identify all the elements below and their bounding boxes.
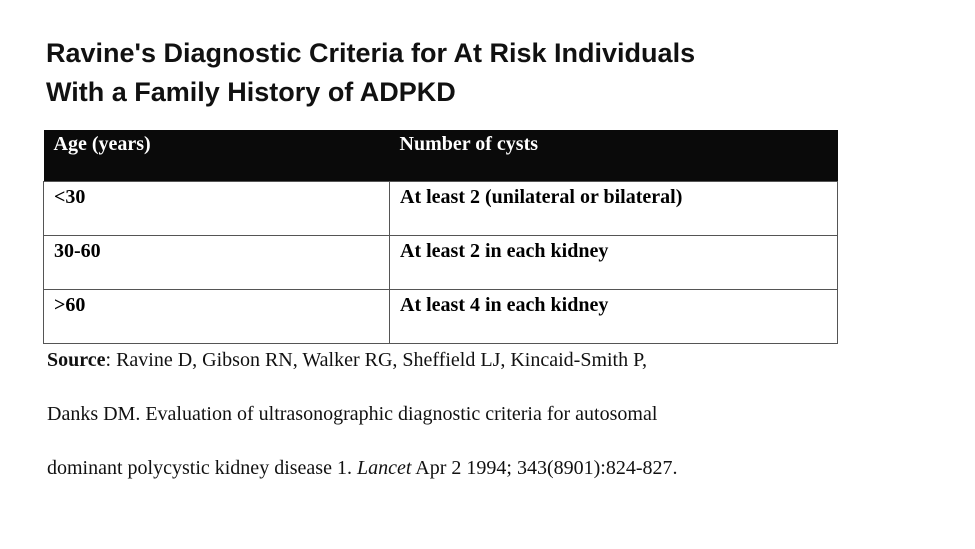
journal-name: Lancet — [356, 457, 412, 479]
cell-cysts: At least 2 (unilateral or bilateral) — [390, 181, 838, 235]
source-text-2: Danks DM. Evaluation of ultrasonographic diagnostic criteria for autosomal — [47, 403, 658, 425]
title-line-1: Ravine's Diagnostic Criteria for At Risk Individuals — [46, 38, 696, 68]
header-age: Age (years) — [44, 130, 390, 181]
table-row — [44, 289, 838, 343]
source-text-1: : Ravine D, Gibson RN, Walker RG, Sheffield LJ, Kincaid-Smith P, — [105, 349, 648, 371]
cell-cysts: At least 2 in each kidney — [390, 235, 838, 289]
source-label: Source — [47, 349, 106, 371]
table-row — [44, 235, 838, 289]
source-citation — [47, 347, 927, 509]
cell-age: 30-60 — [44, 235, 390, 289]
cell-age: <30 — [44, 181, 390, 235]
source-line-1 — [47, 347, 927, 401]
source-line-2 — [47, 401, 927, 455]
source-text-3b: Apr 2 1994; 343(8901):824-827. — [411, 457, 678, 479]
source-line-3 — [47, 455, 927, 509]
slide-title — [46, 34, 926, 112]
table-header-row — [44, 130, 838, 181]
cell-cysts: At least 4 in each kidney — [390, 289, 838, 343]
table-row — [44, 181, 838, 235]
criteria-table — [43, 130, 838, 344]
cell-age: >60 — [44, 289, 390, 343]
source-text-3a: dominant polycystic kidney disease 1. — [47, 457, 357, 479]
title-line-2: With a Family History of ADPKD — [46, 77, 456, 107]
header-cysts: Number of cysts — [390, 130, 838, 181]
